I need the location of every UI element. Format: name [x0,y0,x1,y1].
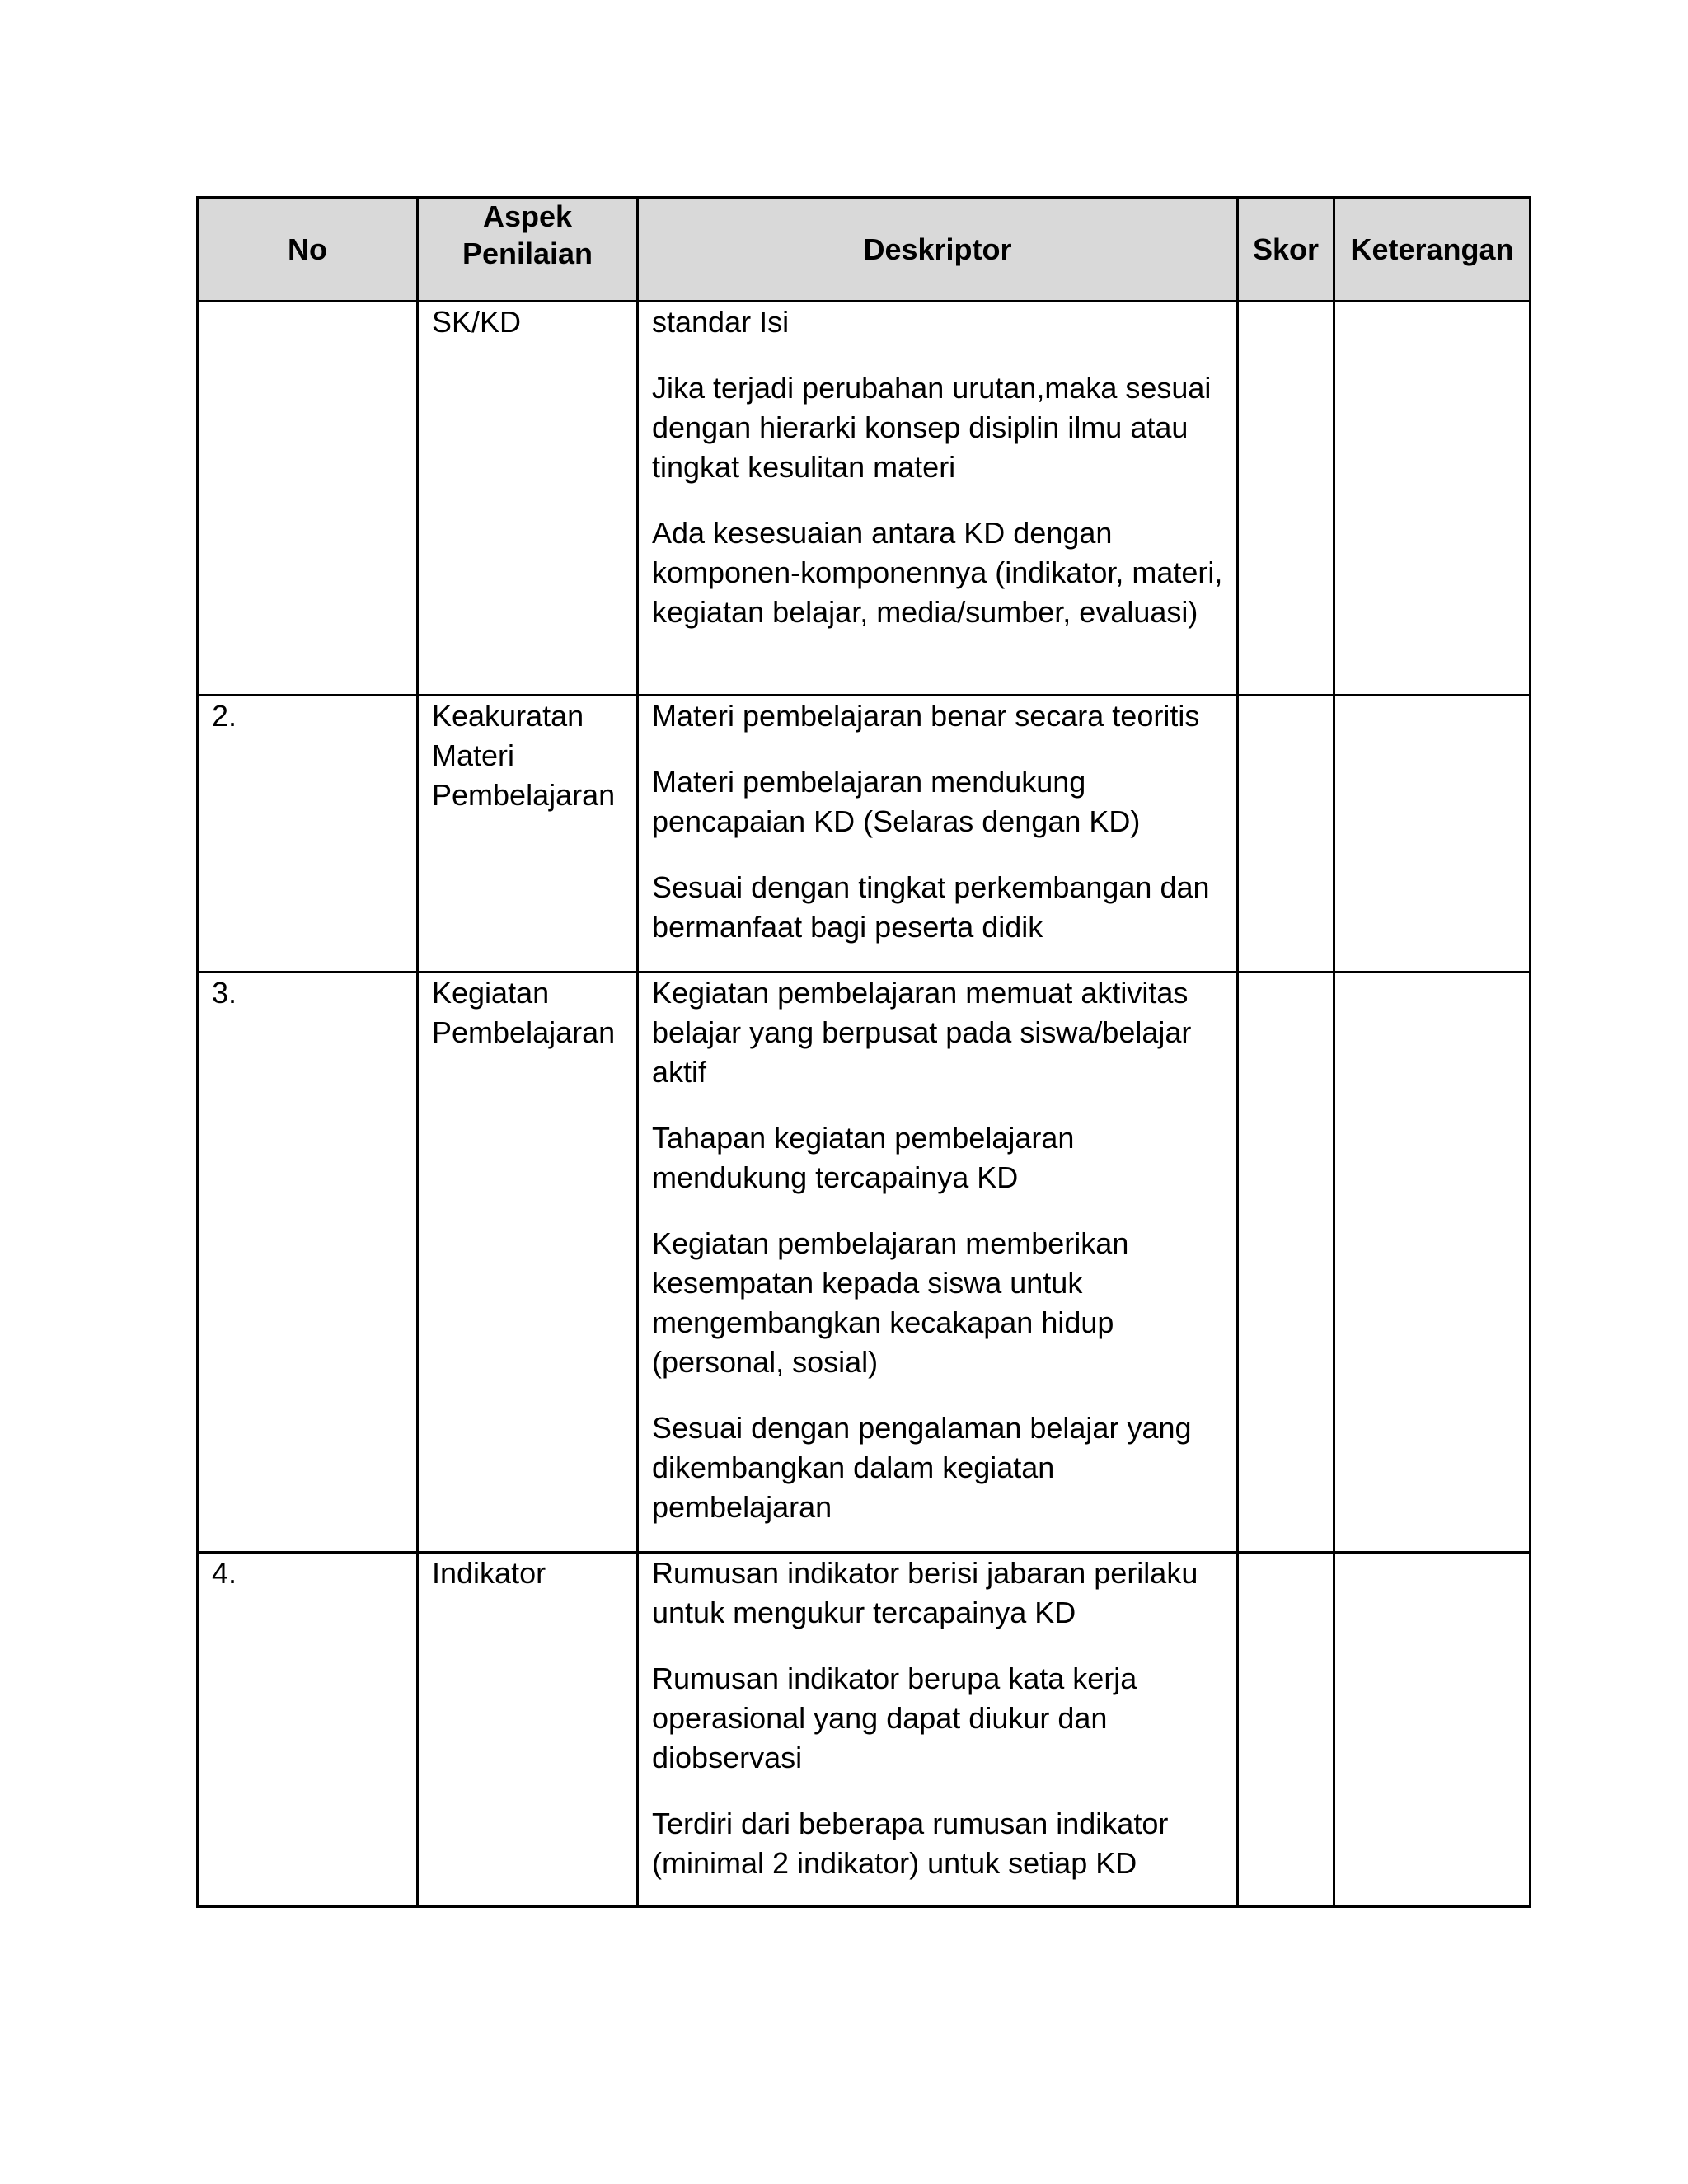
header-skor: Skor [1238,198,1334,302]
cell-keterangan [1334,696,1531,972]
header-aspek-penilaian [418,198,638,302]
aspek-line: Materi [432,738,515,772]
cell-no: 3. [198,972,418,1553]
descriptor-item: Materi pembelajaran benar secara teoritis [652,699,1200,733]
cell-deskriptor [638,972,1238,1553]
descriptor-item: Rumusan indikator berisi jabaran perilaku untuk mengukur tercapainya KD [652,1556,1198,1629]
descriptor-item: Sesuai dengan pengalaman belajar yang dikembangkan dalam kegiatan pembelajaran [652,1411,1192,1524]
cell-keterangan [1334,302,1531,696]
descriptor-item: Terdiri dari beberapa rumusan indikator (minimal 2 indikator) untuk setiap KD [652,1807,1169,1880]
aspek-line: Indikator [432,1556,546,1590]
cell-no: 2. [198,696,418,972]
cell-skor [1238,302,1334,696]
aspek-line: Keakuratan [432,699,584,733]
aspek-line: Pembelajaran [432,778,616,812]
aspek-line: Kegiatan [432,976,550,1010]
cell-deskriptor [638,302,1238,696]
cell-keterangan [1334,1553,1531,1907]
descriptor-item: Tahapan kegiatan pembelajaran mendukung tercapainya KD [652,1121,1075,1194]
aspek-line: Pembelajaran [432,1015,616,1049]
table-row [198,1553,1531,1907]
table-row [198,696,1531,972]
cell-aspek [418,696,638,972]
cell-skor [1238,1553,1334,1907]
descriptor-item: Sesuai dengan tingkat perkembangan dan bermanfaat bagi peserta didik [652,870,1210,944]
descriptor-item: Kegiatan pembelajaran memuat aktivitas belajar yang berpusat pada siswa/belajar aktif [652,976,1192,1089]
cell-aspek [418,972,638,1553]
table-row [198,302,1531,696]
header-deskriptor: Deskriptor [638,198,1238,302]
descriptor-item: Jika terjadi perubahan urutan,maka sesuai dengan hierarki konsep disiplin ilmu atau tingkat kesulitan materi [652,371,1212,484]
cell-keterangan [1334,972,1531,1553]
cell-skor [1238,696,1334,972]
table-row [198,972,1531,1553]
descriptor-item: Kegiatan pembelajaran memberikan kesempatan kepada siswa untuk mengembangkan kecakapan hidup (personal, sosial) [652,1226,1129,1379]
header-keterangan: Keterangan [1334,198,1531,302]
descriptor-item: Materi pembelajaran mendukung pencapaian KD (Selaras dengan KD) [652,765,1141,838]
descriptor-item: Ada kesesuaian antara KD dengan komponen-komponennya (indikator, materi, kegiatan belajar, media/sumber, evaluasi) [652,516,1223,629]
assessment-table [196,196,1531,1908]
cell-deskriptor [638,696,1238,972]
cell-no [198,302,418,696]
cell-skor [1238,972,1334,1553]
header-aspek-line: Penilaian [462,237,593,270]
aspek-line: SK/KD [432,305,522,339]
descriptor-item: standar Isi [652,305,790,339]
header-no: No [198,198,418,302]
descriptor-item: Rumusan indikator berupa kata kerja operasional yang dapat diukur dan diobservasi [652,1661,1137,1774]
header-aspek-line: Aspek [482,199,573,233]
cell-aspek [418,1553,638,1907]
cell-deskriptor [638,1553,1238,1907]
cell-no: 4. [198,1553,418,1907]
table-header-row [198,198,1531,302]
cell-aspek [418,302,638,696]
